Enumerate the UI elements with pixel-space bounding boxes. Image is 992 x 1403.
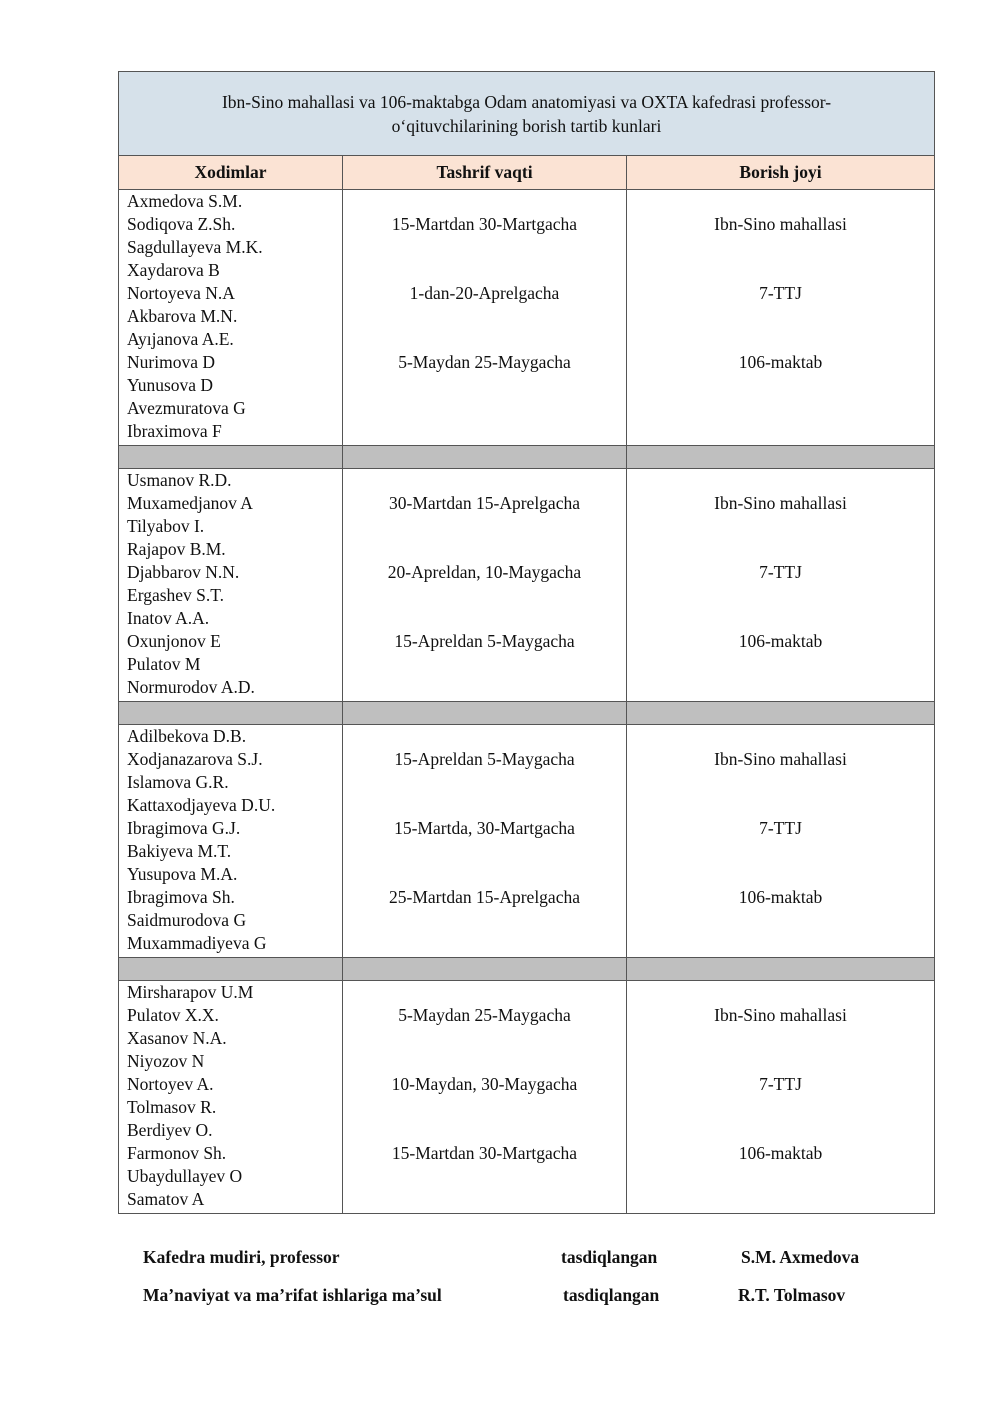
header-staff: Xodimlar (119, 156, 343, 190)
staff-name: Nortoyeva N.A (127, 283, 235, 303)
footer-role-2: Ma’naviyat va ma’rifat ishlariga ma’sul (143, 1285, 442, 1305)
staff-name: Ayıjanova A.E. (127, 329, 234, 349)
staff-name: Bakiyeva M.T. (127, 841, 232, 861)
destination-cell (627, 725, 935, 958)
visit-time: 5-Maydan 25-Maygacha (398, 352, 571, 372)
staff-names-list (127, 981, 342, 1213)
separator-cell (119, 702, 343, 725)
destination: 7-TTJ (759, 818, 802, 838)
schedule-table (118, 71, 935, 1214)
header-destination: Borish joyi (627, 156, 935, 190)
visit-time: 20-Apreldan, 10-Maygacha (387, 562, 582, 582)
header-visit-time: Tashrif vaqti (343, 156, 627, 190)
staff-name: Nortoyev A. (127, 1074, 214, 1094)
visit-time: 15-Apreldan 5-Maygacha (394, 631, 575, 651)
visit-time: 5-Maydan 25-Maygacha (398, 1005, 571, 1025)
separator-cell (343, 446, 627, 469)
staff-name: Akbarova M.N. (127, 306, 238, 326)
staff-name: Yusupova M.A. (127, 864, 238, 884)
staff-name: Pulatov M (127, 654, 201, 674)
staff-name: Samatov A (127, 1189, 205, 1209)
staff-name: Mirsharapov U.M (127, 982, 254, 1002)
staff-name: Niyozov N (127, 1051, 205, 1071)
staff-names-list (127, 725, 342, 957)
visit-time: 15-Martda, 30-Martgacha (394, 818, 575, 838)
staff-name: Tolmasov R. (127, 1097, 217, 1117)
footer-role-1: Kafedra mudiri, professor (143, 1247, 340, 1267)
destination: 7-TTJ (759, 283, 802, 303)
footer-status-1: tasdiqlangan (561, 1247, 658, 1267)
destination-cell (627, 190, 935, 446)
staff-name: Islamova G.R. (127, 772, 229, 792)
staff-name: Ibragimova Sh. (127, 887, 235, 907)
staff-name: Xasanov N.A. (127, 1028, 227, 1048)
destination: 7-TTJ (759, 562, 802, 582)
destination: Ibn-Sino mahallasi (714, 1005, 847, 1025)
staff-name: Normurodov A.D. (127, 677, 255, 697)
title-row (119, 72, 935, 156)
destination-cell (627, 469, 935, 702)
staff-name: Muxamedjanov A (127, 493, 253, 513)
staff-name: Oxunjonov E (127, 631, 221, 651)
staff-group-row (119, 725, 935, 958)
visit-time-cell (343, 190, 627, 446)
footer-status-2: tasdiqlangan (563, 1285, 660, 1305)
staff-name: Xodjanazarova S.J. (127, 749, 263, 769)
group-separator-row (119, 958, 935, 981)
staff-name: Muxammadiyeva G (127, 933, 267, 953)
visit-time: 15-Apreldan 5-Maygacha (394, 749, 575, 769)
staff-name: Saidmurodova G (127, 910, 247, 930)
staff-group-row (119, 469, 935, 702)
staff-name: Rajapov B.M. (127, 539, 226, 559)
footer-name-2: R.T. Tolmasov (738, 1285, 846, 1305)
staff-names-cell (119, 469, 343, 702)
destination: 7-TTJ (759, 1074, 802, 1094)
staff-name: Ergashev S.T. (127, 585, 225, 605)
staff-name: Xaydarova B (127, 260, 220, 280)
visit-time: 1-dan-20-Aprelgacha (409, 283, 560, 303)
staff-name: Ibragimova G.J. (127, 818, 241, 838)
staff-name: Sodiqova Z.Sh. (127, 214, 236, 234)
header-row (119, 156, 935, 190)
staff-names-cell (119, 981, 343, 1214)
staff-name: Adilbekova D.B. (127, 726, 247, 746)
destination: Ibn-Sino mahallasi (714, 214, 847, 234)
staff-name: Nurimova D (127, 352, 215, 372)
visit-time: 30-Martdan 15-Aprelgacha (389, 493, 580, 513)
destination: 106-maktab (738, 887, 823, 907)
visit-time-cell (343, 725, 627, 958)
staff-name: Sagdullayeva M.K. (127, 237, 263, 257)
destination: 106-maktab (738, 1143, 823, 1163)
staff-name: Avezmuratova G (127, 398, 246, 418)
separator-cell (627, 446, 935, 469)
separator-cell (119, 446, 343, 469)
staff-names-list (127, 190, 342, 445)
separator-cell (119, 958, 343, 981)
staff-group-row (119, 981, 935, 1214)
schedule-table-body (119, 72, 935, 1214)
separator-cell (627, 958, 935, 981)
destination: 106-maktab (738, 352, 823, 372)
visit-time: 25-Martdan 15-Aprelgacha (389, 887, 580, 907)
staff-name: Berdiyev O. (127, 1120, 213, 1140)
destination: Ibn-Sino mahallasi (714, 493, 847, 513)
staff-name: Inatov A.A. (127, 608, 210, 628)
staff-names-list (127, 469, 342, 701)
group-separator-row (119, 446, 935, 469)
staff-name: Ubaydullayev O (127, 1166, 243, 1186)
staff-names-cell (119, 190, 343, 446)
staff-name: Pulatov X.X. (127, 1005, 219, 1025)
staff-name: Ibraximova F (127, 421, 222, 441)
staff-name: Usmanov R.D. (127, 470, 232, 490)
staff-name: Axmedova S.M. (127, 191, 243, 211)
separator-cell (343, 958, 627, 981)
staff-name: Tilyabov I. (127, 516, 205, 536)
destination-cell (627, 981, 935, 1214)
destination: 106-maktab (738, 631, 823, 651)
visit-time: 15-Martdan 30-Martgacha (391, 214, 578, 234)
destination: Ibn-Sino mahallasi (714, 749, 847, 769)
staff-name: Djabbarov N.N. (127, 562, 240, 582)
staff-group-row (119, 190, 935, 446)
staff-names-cell (119, 725, 343, 958)
visit-time: 15-Martdan 30-Martgacha (391, 1143, 578, 1163)
footer-name-1: S.M. Axmedova (741, 1247, 860, 1267)
separator-cell (627, 702, 935, 725)
visit-time-cell (343, 981, 627, 1214)
staff-name: Kattaxodjayeva D.U. (127, 795, 276, 815)
group-separator-row (119, 702, 935, 725)
separator-cell (343, 702, 627, 725)
visit-time-cell (343, 469, 627, 702)
document-title: Ibn-Sino mahallasi va 106-maktabga Odam anatomiyasi va OXTA kafedrasi professor-o‘qituvchilarining borish tartib kunlari (119, 72, 935, 156)
staff-name: Farmonov Sh. (127, 1143, 227, 1163)
staff-name: Yunusova D (127, 375, 214, 395)
visit-time: 10-Maydan, 30-Maygacha (391, 1074, 578, 1094)
